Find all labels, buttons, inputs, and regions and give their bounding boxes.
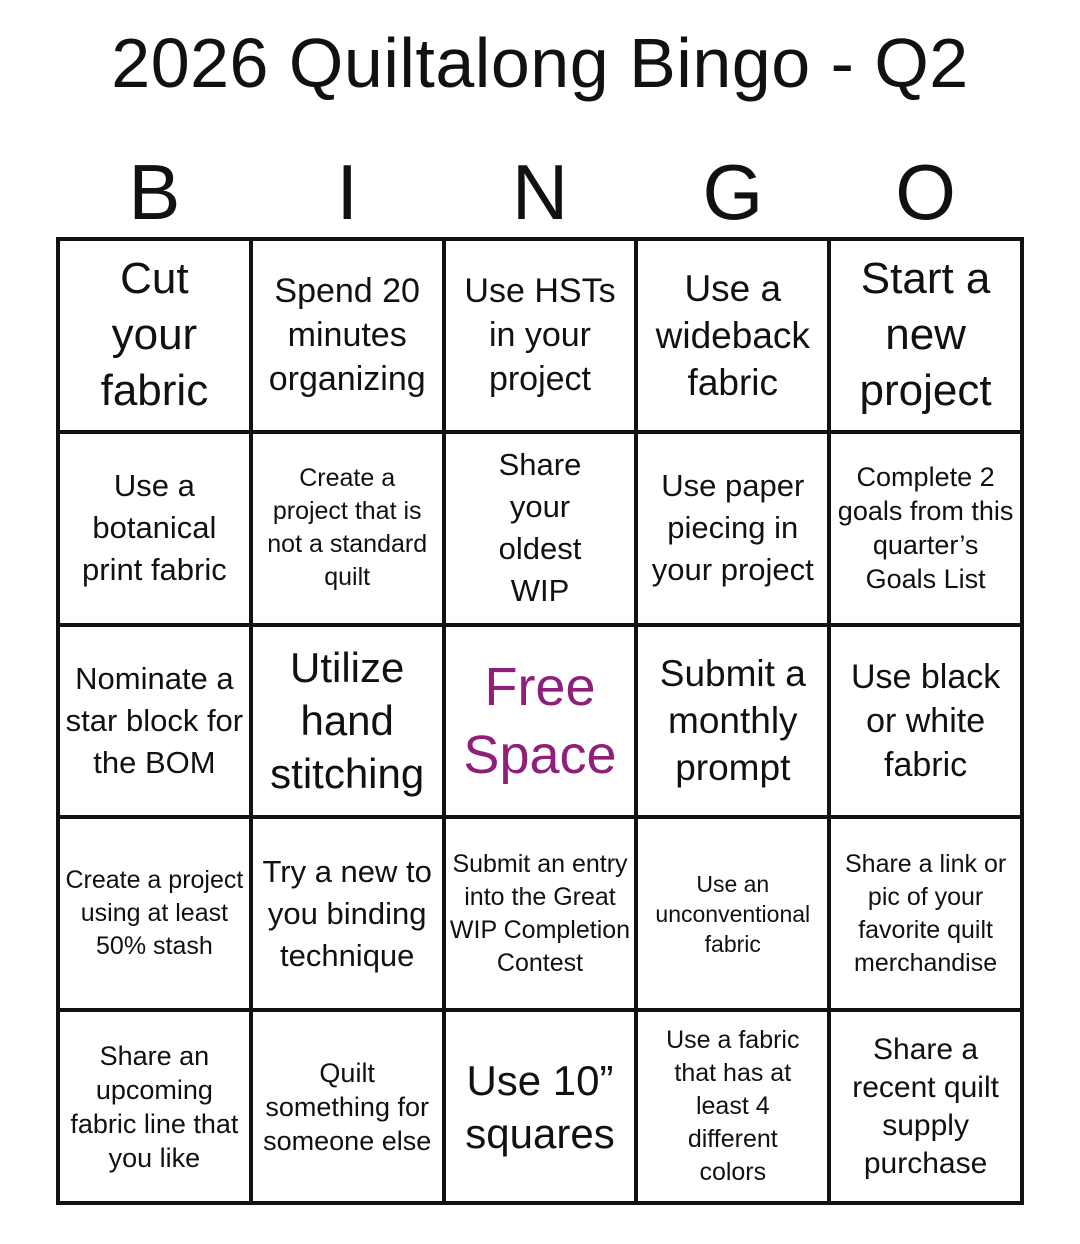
cell-text: Submit a monthly prompt: [659, 653, 806, 789]
cell-text: Share your oldest WIP: [498, 447, 582, 609]
cell-text: Start a new project: [859, 254, 992, 416]
bingo-cell[interactable]: [60, 627, 249, 816]
bingo-cell[interactable]: [253, 819, 442, 1008]
bingo-cell[interactable]: [446, 1012, 635, 1201]
bingo-cell[interactable]: [253, 241, 442, 430]
bingo-cell[interactable]: [638, 819, 827, 1008]
letter-o: O: [895, 148, 956, 236]
bingo-cell[interactable]: [831, 434, 1020, 623]
bingo-cell[interactable]: [253, 1012, 442, 1201]
cell-text: Create a project that is not a standard quilt: [267, 464, 428, 592]
bingo-cell[interactable]: [831, 627, 1020, 816]
cell-text: Share a link or pic of your favorite quilt merchandise: [844, 849, 1007, 977]
bingo-header-letters: [58, 150, 1022, 234]
bingo-cell[interactable]: [253, 434, 442, 623]
bingo-cell[interactable]: [60, 819, 249, 1008]
bingo-cell[interactable]: [446, 819, 635, 1008]
cell-text: Cut your fabric: [100, 254, 209, 416]
cell-text: Use black or white fabric: [850, 657, 1001, 784]
bingo-cell[interactable]: [831, 241, 1020, 430]
bingo-cell[interactable]: [60, 434, 249, 623]
letter-b: B: [128, 148, 181, 236]
letter-g: G: [702, 148, 764, 236]
cell-text: Use a botanical print fabric: [82, 468, 227, 588]
bingo-cell[interactable]: [638, 627, 827, 816]
cell-text: Try a new to you binding technique: [262, 853, 432, 973]
free-space-text: Free Space: [463, 656, 617, 785]
bingo-cell[interactable]: [60, 1012, 249, 1201]
bingo-cell[interactable]: [638, 1012, 827, 1201]
cell-text: Utilize hand stitching: [270, 644, 425, 798]
bingo-cell[interactable]: [60, 241, 249, 430]
cell-text: Nominate a star block for the BOM: [65, 660, 244, 780]
cell-text: Quilt something for someone else: [263, 1057, 432, 1156]
cell-text: Use a fabric that has at least 4 different colors: [666, 1026, 800, 1187]
letter-n: N: [511, 148, 569, 236]
cell-text: Submit an entry into the Great WIP Completion Contest: [449, 849, 631, 977]
bingo-cell[interactable]: [638, 241, 827, 430]
bingo-cell[interactable]: [831, 1012, 1020, 1201]
bingo-cell[interactable]: [446, 434, 635, 623]
cell-text: Use a wideback fabric: [655, 267, 810, 403]
page-title: 2026 Quiltalong Bingo - Q2: [111, 24, 969, 102]
cell-text: Use an unconventional fabric: [655, 870, 811, 957]
letter-i: I: [336, 148, 359, 236]
cell-text: Use paper piecing in your project: [651, 468, 814, 588]
cell-text: Use HSTs in your project: [464, 272, 616, 399]
bingo-cell[interactable]: [253, 627, 442, 816]
cell-text: Use 10” squares: [465, 1056, 615, 1157]
bingo-cell[interactable]: [638, 434, 827, 623]
cell-text: Spend 20 minutes organizing: [268, 272, 426, 399]
cell-text: Create a project using at least 50% stash: [65, 866, 244, 961]
bingo-cell[interactable]: [446, 241, 635, 430]
cell-text: Share an upcoming fabric line that you like: [70, 1040, 239, 1173]
bingo-grid: [56, 237, 1024, 1205]
cell-text: Complete 2 goals from this quarter’s Goals List: [837, 462, 1014, 595]
free-space-cell[interactable]: [446, 627, 635, 816]
cell-text: Share a recent quilt supply purchase: [852, 1032, 999, 1180]
bingo-cell[interactable]: [831, 819, 1020, 1008]
